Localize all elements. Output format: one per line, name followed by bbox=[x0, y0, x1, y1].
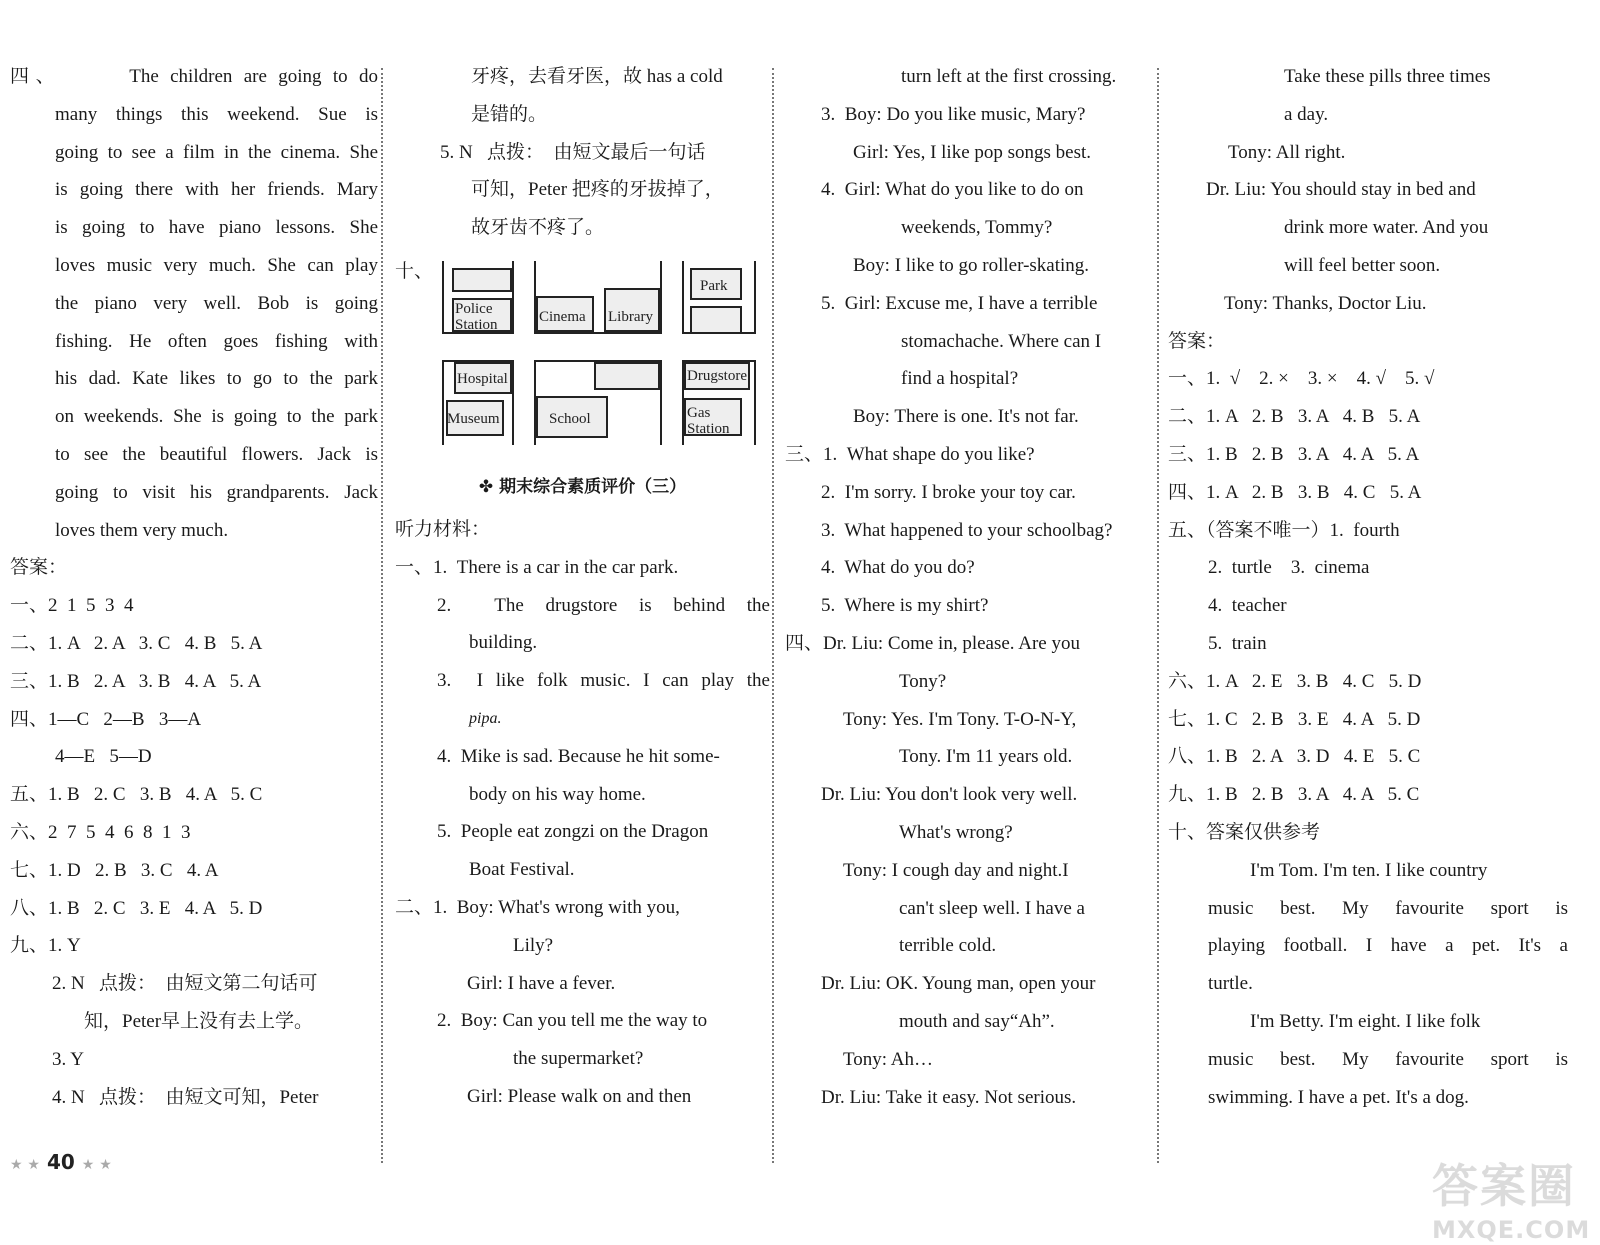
text-line: 是错的。 bbox=[471, 103, 548, 125]
answer-line: 2. turtle 3. cinema bbox=[1208, 557, 1370, 579]
text-line: Tony? bbox=[899, 670, 947, 692]
answer-line: 知，Peter早上没有去上学。 bbox=[84, 1010, 314, 1032]
listening-heading: 听力材料： bbox=[395, 518, 491, 540]
text-line: 一、1. There is a car in the car park. bbox=[395, 556, 679, 578]
text-line: 可知，Peter 把疼的牙拔掉了， bbox=[471, 179, 724, 201]
answer-line: 一、1. √ 2. × 3. × 4. √ 5. √ bbox=[1168, 368, 1435, 390]
text-line: body on his way home. bbox=[469, 783, 646, 805]
text-line: stomachache. Where can I bbox=[901, 330, 1102, 352]
text-line: Take these pills three times bbox=[1284, 66, 1491, 87]
text-line: his dad. Kate likes to go to the park bbox=[55, 368, 378, 390]
essay-line: music best. My favourite sport is bbox=[1208, 897, 1568, 919]
answer-line: 4. teacher bbox=[1208, 595, 1287, 617]
text-line: is going to have piano lessons. She bbox=[55, 217, 378, 239]
column-divider bbox=[1157, 68, 1159, 1163]
answer-line: 2. N 点拨： 由短文第二句话可 bbox=[52, 973, 318, 995]
text-line: drink more water. And you bbox=[1284, 217, 1489, 239]
answer-line: 4. N 点拨： 由短文可知，Peter bbox=[52, 1086, 319, 1108]
text-line: is going there with her friends. Mary bbox=[55, 179, 378, 201]
text-line: 三、1. What shape do you like? bbox=[785, 443, 1035, 465]
text-line: Boy: There is one. It's not far. bbox=[853, 406, 1079, 428]
text-line: turn left at the first crossing. bbox=[901, 66, 1117, 87]
text-line: Girl: Yes, I like pop songs best. bbox=[853, 141, 1092, 163]
answer-line: 5. train bbox=[1208, 632, 1267, 654]
answer-line: 二、1. A 2. A 3. C 4. B 5. A bbox=[10, 632, 263, 654]
section-title: ✤ 期末综合素质评价（三） bbox=[478, 476, 687, 497]
column-divider bbox=[772, 68, 774, 1163]
answer-line: 九、1. B 2. B 3. A 4. A 5. C bbox=[1168, 784, 1420, 806]
answer-line: 八、1. B 2. C 3. E 4. A 5. D bbox=[10, 897, 263, 919]
watermark-logo bbox=[1432, 1150, 1591, 1244]
text-line: 5. N 点拨： 由短文最后一句话 bbox=[440, 141, 706, 163]
essay-line: turtle. bbox=[1208, 973, 1253, 995]
answer-line: 七、1. D 2. B 3. C 4. A bbox=[10, 859, 219, 881]
star-icon: ★ ★ bbox=[10, 1157, 40, 1173]
text-line: Dr. Liu: OK. Young man, open your bbox=[821, 973, 1096, 995]
text-line: 4. What do you do? bbox=[821, 557, 975, 579]
text-line: Tony: Ah… bbox=[843, 1048, 933, 1070]
text-line: 3. Boy: Do you like music, Mary? bbox=[821, 103, 1086, 125]
text-line: going to see a film in the cinema. She bbox=[55, 141, 378, 163]
text-line: terrible cold. bbox=[899, 935, 997, 957]
text-line: Tony. I'm 11 years old. bbox=[899, 746, 1073, 768]
text-line: weekends, Tommy? bbox=[901, 217, 1053, 239]
column-3 bbox=[785, 58, 1155, 1116]
museum-label: Museum bbox=[447, 410, 500, 427]
text-line: 四、Dr. Liu: Come in, please. Are you bbox=[785, 632, 1080, 654]
text-line: 5. Where is my shirt? bbox=[821, 595, 989, 617]
text-line: Girl: Please walk on and then bbox=[467, 1085, 692, 1107]
page-number: ★ ★ 40 ★ ★ bbox=[10, 1150, 112, 1174]
text-line: loves music very much. She can play bbox=[55, 254, 378, 276]
text-line: 2. I'm sorry. I broke your toy car. bbox=[821, 481, 1076, 503]
watermark-text: 答案圈 bbox=[1432, 1159, 1576, 1213]
text-line: will feel better soon. bbox=[1284, 254, 1441, 276]
answer-line: 六、2 7 5 4 6 8 1 3 bbox=[10, 821, 191, 843]
question-number: 十、 bbox=[395, 260, 434, 282]
essay-line: I'm Betty. I'm eight. I like folk bbox=[1250, 1010, 1481, 1032]
text-line: Dr. Liu: Take it easy. Not serious. bbox=[821, 1086, 1077, 1108]
column-2 bbox=[395, 58, 770, 1116]
gas-station-label-2: Station bbox=[687, 420, 730, 437]
town-map bbox=[395, 247, 770, 477]
column-divider bbox=[381, 68, 383, 1163]
answer-line: 3. Y bbox=[52, 1048, 85, 1070]
text-line: a day. bbox=[1284, 103, 1329, 125]
essay-line: playing football. I have a pet. It's a bbox=[1208, 935, 1568, 957]
text-line: 3. I like folk music. I can play the bbox=[437, 670, 770, 692]
text-line: Dr. Liu: You should stay in bed and bbox=[1206, 179, 1476, 201]
text-line: 5. Girl: Excuse me, I have a terrible bbox=[821, 292, 1098, 314]
text-line: loves them very much. bbox=[55, 519, 229, 541]
text-line: fishing. He often goes fishing with bbox=[55, 330, 378, 352]
text-line: 四、 The children are going to do bbox=[10, 66, 378, 87]
essay-line: swimming. I have a pet. It's a dog. bbox=[1208, 1086, 1469, 1108]
answer-line: 五、1. B 2. C 3. B 4. A 5. C bbox=[10, 784, 263, 806]
essay-line: I'm Tom. I'm ten. I like country bbox=[1250, 859, 1488, 881]
answer-line: 十、答案仅供参考 bbox=[1168, 821, 1321, 843]
answer-line: 七、1. C 2. B 3. E 4. A 5. D bbox=[1168, 708, 1421, 730]
answer-line: 五、（答案不唯一）1. fourth bbox=[1168, 519, 1400, 541]
answer-line: 一、2 1 5 3 4 bbox=[10, 595, 134, 617]
answer-line: 六、1. A 2. E 3. B 4. C 5. D bbox=[1168, 670, 1422, 692]
column-1 bbox=[10, 58, 378, 1116]
drugstore-label: Drugstore bbox=[687, 367, 747, 384]
map-diagram bbox=[395, 247, 770, 477]
answer-line: 三、1. B 2. A 3. B 4. A 5. A bbox=[10, 670, 262, 692]
text-line: to see the beautiful flowers. Jack is bbox=[55, 443, 378, 465]
text-line: 二、1. Boy: What's wrong with you, bbox=[395, 896, 680, 918]
text-line: Boy: I like to go roller-skating. bbox=[853, 254, 1090, 276]
text-line: on weekends. She is going to the park bbox=[55, 406, 378, 428]
text-line: Tony: I cough day and night.I bbox=[843, 859, 1069, 881]
text-line: Tony: All right. bbox=[1228, 141, 1346, 163]
cinema-label: Cinema bbox=[539, 308, 586, 325]
answer-line: 二、1. A 2. B 3. A 4. B 5. A bbox=[1168, 406, 1421, 428]
star-icon: ★ ★ bbox=[81, 1157, 112, 1173]
text-line: many things this weekend. Sue is bbox=[55, 103, 378, 125]
text-line: going to visit his grandparents. Jack bbox=[55, 481, 378, 503]
answer-line: 八、1. B 2. A 3. D 4. E 5. C bbox=[1168, 746, 1421, 768]
text-line: 3. What happened to your schoolbag? bbox=[821, 519, 1113, 541]
text-line: the piano very well. Bob is going bbox=[55, 292, 378, 314]
answer-heading: 答案： bbox=[10, 557, 68, 579]
answer-line: 4—E 5—D bbox=[55, 746, 152, 768]
text-line: find a hospital? bbox=[901, 368, 1019, 390]
answer-heading: 答案： bbox=[1168, 330, 1226, 352]
text-line: building. bbox=[469, 632, 538, 654]
answer-line: 三、1. B 2. B 3. A 4. A 5. A bbox=[1168, 443, 1420, 465]
police-station-label-2: Station bbox=[455, 316, 498, 333]
answer-line: 四、1—C 2—B 3—A bbox=[10, 708, 202, 730]
text-line: 4. Girl: What do you like to do on bbox=[821, 179, 1084, 201]
answer-line: 四、1. A 2. B 3. B 4. C 5. A bbox=[1168, 481, 1422, 503]
library-label: Library bbox=[608, 308, 653, 325]
hospital-label: Hospital bbox=[457, 370, 508, 387]
gas-station-label: Gas bbox=[687, 404, 711, 421]
text-line: 2. The drugstore is behind the bbox=[437, 594, 770, 616]
police-station-label: Police bbox=[455, 300, 493, 317]
text-line: 牙疼，去看牙医，故 has a cold bbox=[471, 66, 723, 87]
text-line: can't sleep well. I have a bbox=[899, 897, 1085, 919]
text-line: mouth and say“Ah”. bbox=[899, 1010, 1055, 1032]
text-line: the supermarket? bbox=[513, 1048, 644, 1070]
school-label: School bbox=[549, 410, 591, 427]
text-line: 5. People eat zongzi on the Dragon bbox=[437, 821, 709, 843]
text-line: What's wrong? bbox=[899, 821, 1013, 843]
essay-line: music best. My favourite sport is bbox=[1208, 1048, 1568, 1070]
text-line: Dr. Liu: You don't look very well. bbox=[821, 784, 1078, 806]
text-line: 2. Boy: Can you tell me the way to bbox=[437, 1010, 708, 1032]
text-line: Boat Festival. bbox=[469, 859, 575, 881]
text-line: Tony: Yes. I'm Tony. T-O-N-Y, bbox=[843, 708, 1077, 730]
text-line: Tony: Thanks, Doctor Liu. bbox=[1224, 292, 1427, 314]
text-line: Lily? bbox=[513, 934, 554, 956]
column-4 bbox=[1168, 58, 1568, 1116]
text-line: 故牙齿不疼了。 bbox=[471, 217, 605, 239]
text-line: 4. Mike is sad. Because he hit some- bbox=[437, 745, 720, 767]
answer-line: 九、1. Y bbox=[10, 935, 81, 957]
watermark-url: MXQE.COM bbox=[1432, 1216, 1591, 1244]
park-label: Park bbox=[700, 277, 728, 294]
text-line: pipa. bbox=[469, 709, 502, 727]
text-line: Girl: I have a fever. bbox=[467, 972, 616, 994]
